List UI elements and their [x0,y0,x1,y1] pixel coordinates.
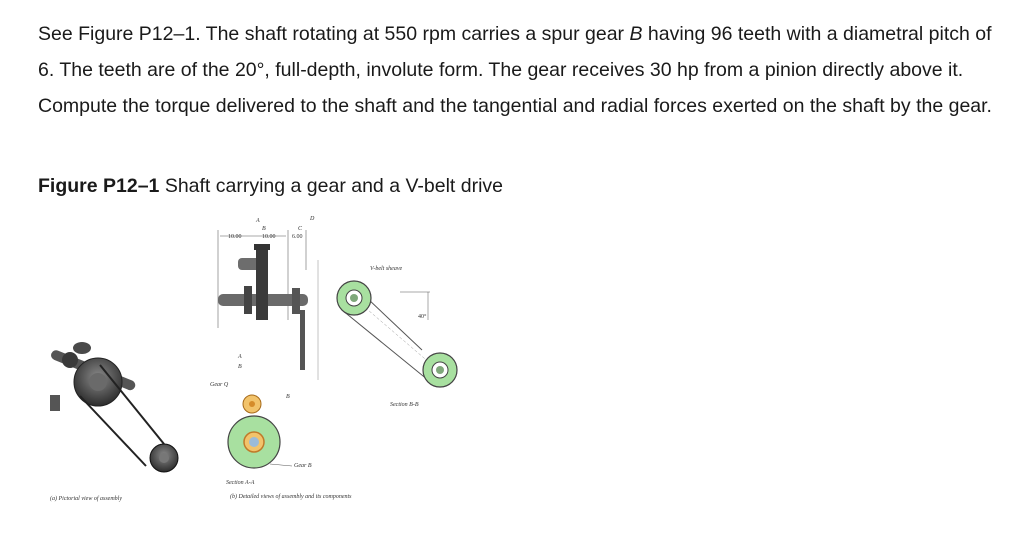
label-b-right: B [286,394,290,400]
section-aa-label: Section A-A [226,480,255,486]
figure-title: Shaft carrying a gear and a V-belt drive [164,175,504,197]
angle-label: 40° [418,314,427,320]
pictorial-view [50,342,178,502]
dim-1: 10.00 [228,234,242,240]
section-bb [337,266,457,408]
dim-2: 10.00 [262,234,276,240]
figure-label: Figure P12–1 [38,175,160,197]
figure-caption [38,171,503,201]
detail-caption: (b) Detailed views of assembly and its components [230,494,352,500]
label-b-top: B [262,226,266,232]
dim-3: 6.00 [292,234,303,240]
figure-drawing [30,210,500,510]
gear-q-label: Gear Q [210,382,229,388]
gear-b-label: Gear B [294,463,312,469]
pictorial-caption: (a) Pictorial view of assembly [50,496,122,502]
problem-text [38,16,998,124]
section-aa [210,382,352,500]
figure-illustration [30,210,500,510]
section-bb-label: Section B-B [390,402,419,408]
label-a-mid: A [238,354,242,360]
gear-label: B [629,23,643,45]
problem-text-part1: See Figure P12–1. The shaft rotating at 550 rpm carries a spur gear [38,23,630,45]
label-b-mid: B [238,364,242,370]
problem-statement [38,16,998,124]
problem-text-part2: having 96 teeth with a diametral pitch of 6. The teeth are of the 20°, full-depth, involute form. The gear receives 30 hp from a pinion directly above it. Compute the torque delivered to the shaft and the tangential and radial forces exerted on the shaft by the gear. [38,23,992,117]
vbelt-sheave-label: V-belt sheave [370,266,403,272]
label-a-top: A [256,218,260,224]
label-d-top: D [310,216,315,222]
top-view [218,216,318,400]
label-c-top: C [298,226,303,232]
